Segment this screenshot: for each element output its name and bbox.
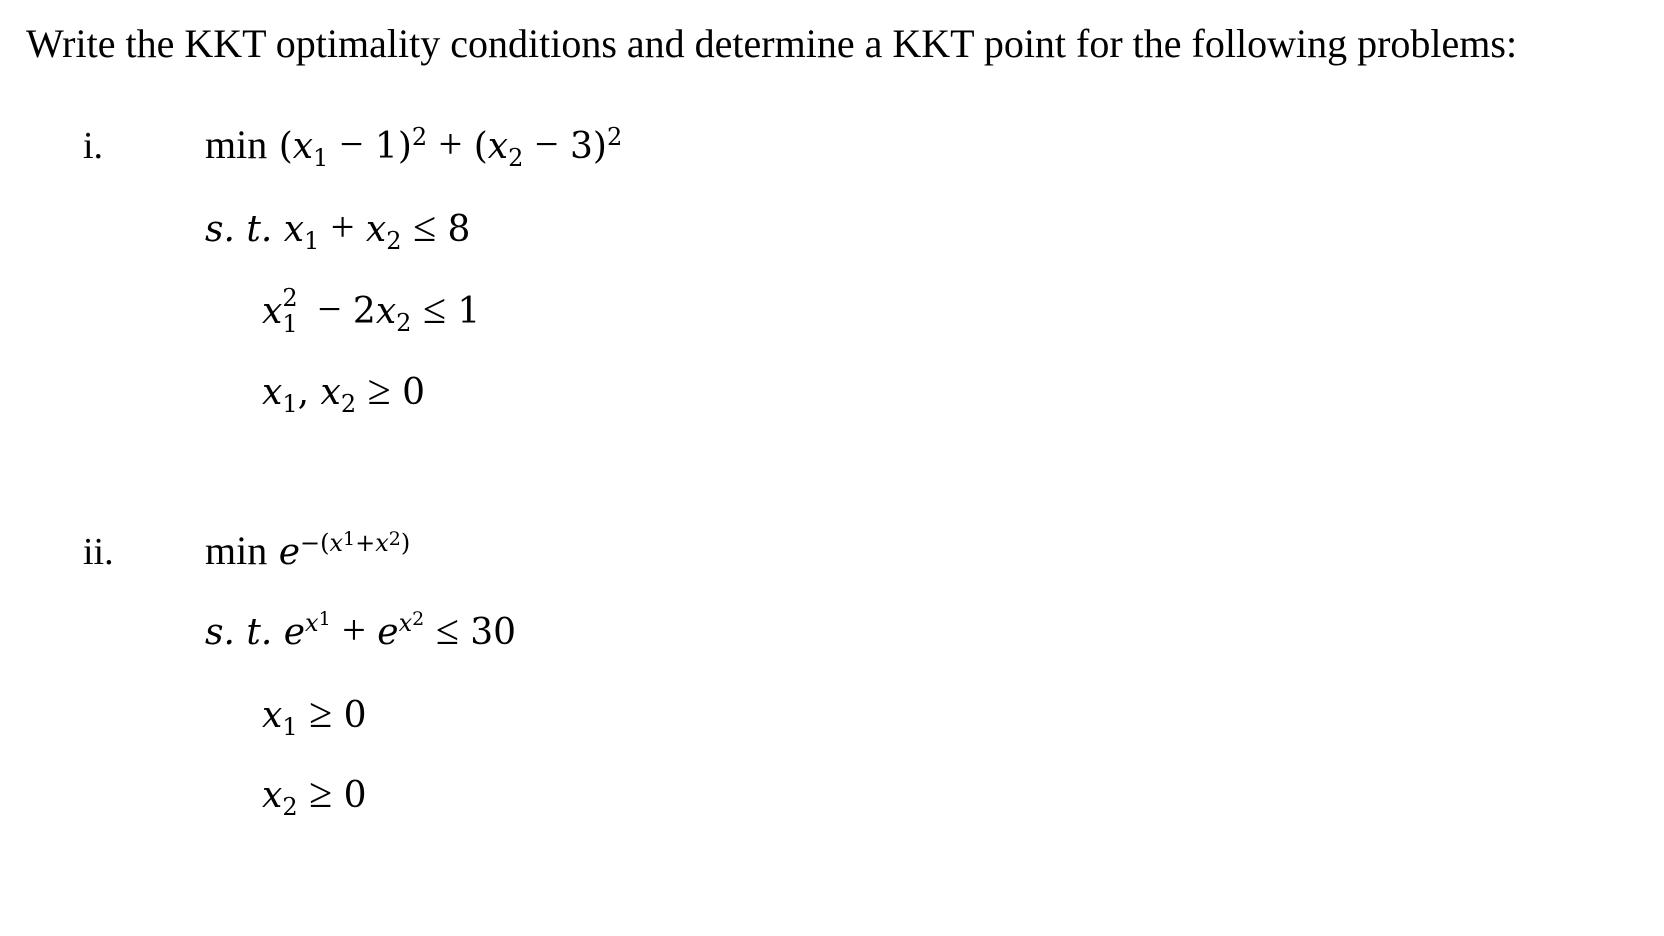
instructions-heading: Write the KKT optimality conditions and determine a KKT point for the following problems: [26, 21, 1518, 66]
problem-ii-objective: $\min e^{-(x^1+x^2)}$ [205, 528, 411, 573]
problem-number-i: i. [83, 125, 104, 167]
problem-i-constraint-3: $x_1$, $x_2 \ge 0$ [262, 368, 425, 419]
problem-i-constraint-1: s. t. $x_1 + x_2 \le 8$ [205, 205, 471, 256]
problem-ii-constraint-1: s. t. $e^{x^1} + e^{x^2} \le 30$ [205, 608, 517, 654]
problem-ii-constraint-3: $x_2 \ge 0$ [262, 771, 367, 822]
problem-i-objective: $\min (x_1 - 1)^2 + (x_2 - 3)^2$ [205, 122, 623, 173]
problem-i-constraint-2: x 2 1 − $2x_2 \le 1$ [262, 284, 481, 338]
problem-ii-constraint-2: $x_1 \ge 0$ [262, 691, 367, 742]
problem-number-ii: ii. [83, 531, 114, 573]
